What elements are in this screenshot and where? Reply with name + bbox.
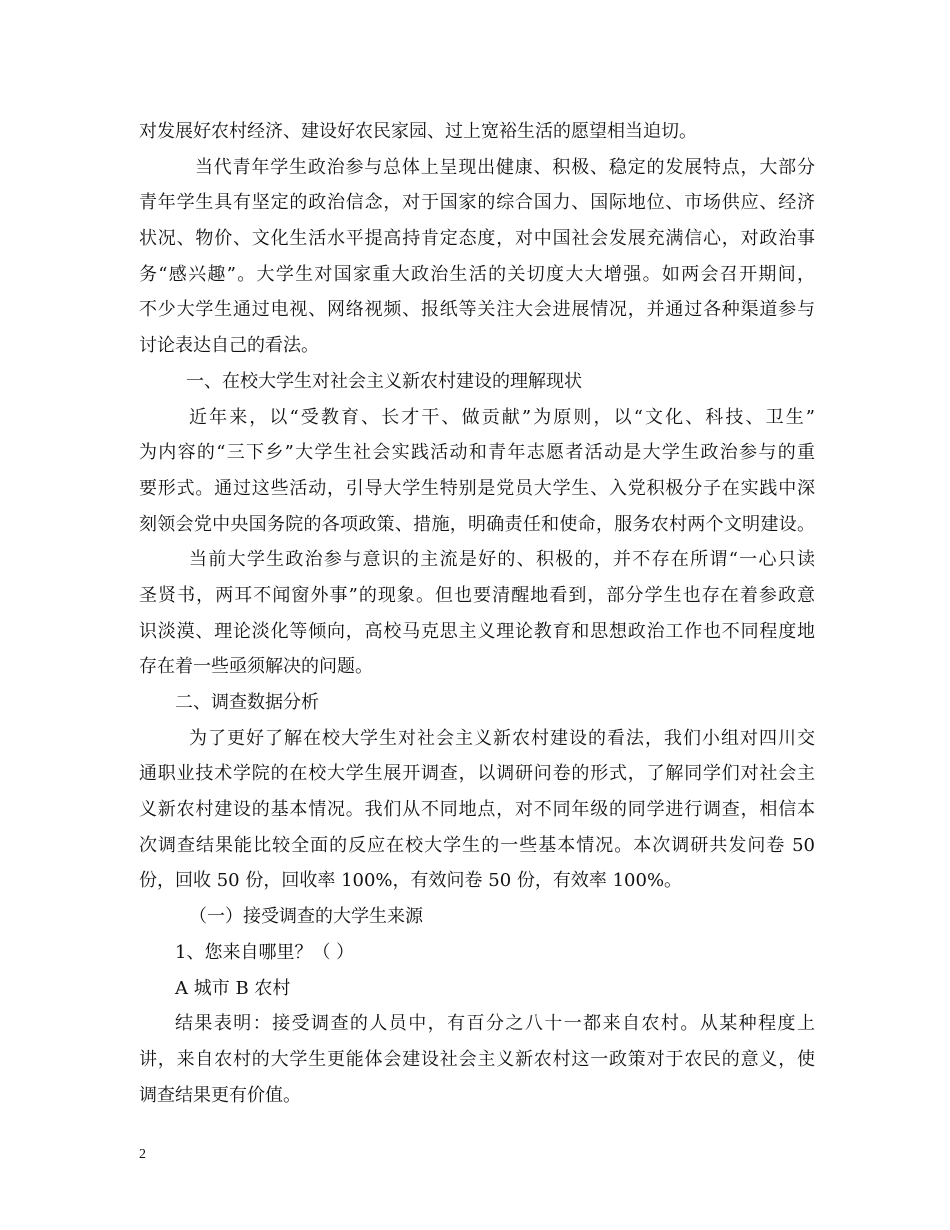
paragraph-line: 存在着一些亟须解决的问题。 bbox=[139, 656, 373, 678]
paragraph-line: 当代青年学生政治参与总体上呈现出健康、积极、稳定的发展特点，大部分 bbox=[195, 156, 815, 178]
paragraph-line: 当前大学生政治参与意识的主流是好的、积极的，并不存在所谓“一心只读 bbox=[189, 549, 815, 571]
section-heading: 一、在校大学生对社会主义新农村建设的理解现状 bbox=[186, 370, 582, 392]
paragraph-line: 对发展好农村经济、建设好农民家园、过上宽裕生活的愿望相当迫切。 bbox=[139, 121, 697, 142]
paragraph-line: 务“感兴趣”。大学生对国家重大政治生活的关切度大大增强。如两会召开期间， bbox=[139, 263, 815, 285]
answer-options: A 城市 B 农村 bbox=[175, 977, 291, 999]
page-number: 2 bbox=[139, 1147, 146, 1162]
paragraph-line: 通职业技术学院的在校大学生展开调查，以调研问卷的形式，了解同学们对社会主 bbox=[139, 763, 815, 785]
paragraph-line: 识淡漠、理论淡化等倾向，高校马克思主义理论教育和思想政治工作也不同程度地 bbox=[139, 620, 815, 642]
paragraph-line: 调查结果更有价值。 bbox=[139, 1084, 301, 1106]
paragraph-line: 状况、物价、文化生活水平提高持肯定态度，对中国社会发展充满信心，对政治事 bbox=[139, 228, 815, 250]
paragraph-line: 次调查结果能比较全面的反应在校大学生的一些基本情况。本次调研共发问卷 50 bbox=[139, 834, 815, 856]
paragraph-line: 讲，来自农村的大学生更能体会建设社会主义新农村这一政策对于农民的意义，使 bbox=[139, 1048, 815, 1070]
paragraph-line: 不少大学生通过电视、网络视频、报纸等关注大会进展情况，并通过各种渠道参与 bbox=[139, 299, 815, 321]
paragraph-line: 结果表明：接受调查的人员中，有百分之八十一都来自农村。从某种程度上 bbox=[175, 1013, 815, 1035]
paragraph-line: 为内容的“三下乡”大学生社会实践活动和青年志愿者活动是大学生政治参与的重 bbox=[139, 442, 815, 464]
question-text: 1、您来自哪里？（ ） bbox=[175, 941, 355, 963]
paragraph-line: 圣贤书，两耳不闻窗外事”的现象。但也要清醒地看到，部分学生也存在着参政意 bbox=[139, 584, 815, 606]
document-body bbox=[139, 114, 815, 1113]
paragraph-line: 讨论表达自己的看法。 bbox=[139, 335, 319, 357]
paragraph-line: 为了更好了解在校大学生对社会主义新农村建设的看法，我们小组对四川交 bbox=[189, 727, 815, 749]
paragraph-line: 青年学生具有坚定的政治信念，对于国家的综合国力、国际地位、市场供应、经济 bbox=[139, 192, 815, 214]
paragraph-line: 近年来，以“受教育、长才干、做贡献”为原则，以“文化、科技、卫生” bbox=[189, 406, 815, 428]
paragraph-line: 要形式。通过这些活动，引导大学生特别是党员大学生、入党积极分子在实践中深 bbox=[139, 477, 815, 499]
section-heading: 二、调查数据分析 bbox=[175, 692, 319, 713]
paragraph-line: 义新农村建设的基本情况。我们从不同地点，对不同年级的同学进行调查，相信本 bbox=[139, 799, 815, 821]
paragraph-line: 份，回收 50 份，回收率 100%，有效问卷 50 份，有效率 100%。 bbox=[139, 870, 683, 892]
subsection-heading: （一）接受调查的大学生来源 bbox=[189, 906, 423, 928]
paragraph-line: 刻领会党中央国务院的各项政策、措施，明确责任和使命，服务农村两个文明建设。 bbox=[139, 513, 815, 535]
